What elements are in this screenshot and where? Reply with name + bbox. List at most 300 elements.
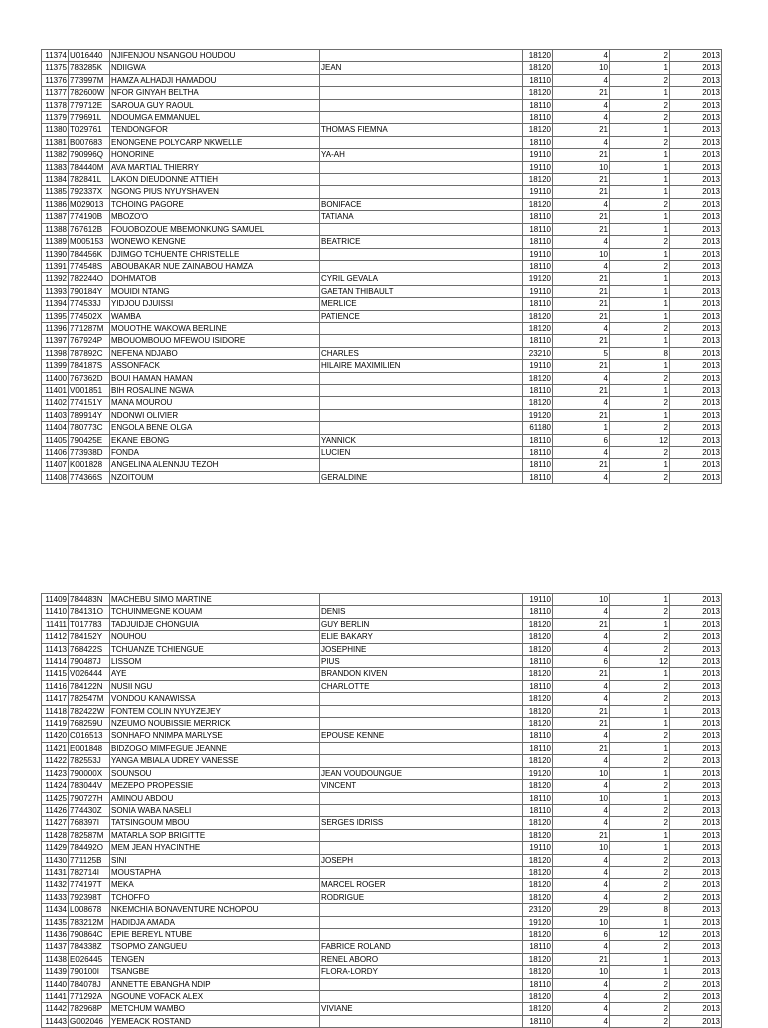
year-cell: 2013: [670, 112, 722, 124]
surname-cell: HONORINE: [110, 149, 320, 161]
matricule-cell: 782547M: [69, 693, 110, 705]
value-a-cell: 4: [553, 879, 610, 891]
value-b-cell: 1: [610, 718, 670, 730]
surname-cell: TSANGBE: [110, 966, 320, 978]
table-row: [42, 718, 722, 730]
given-name-cell: [320, 693, 523, 705]
row-number-cell: 11382: [42, 149, 69, 161]
year-cell: 2013: [670, 668, 722, 680]
matricule-cell: 784492O: [69, 842, 110, 854]
table-row: [42, 928, 722, 940]
table-row: [42, 1003, 722, 1015]
given-name-cell: CHARLOTTE: [320, 680, 523, 692]
table-row: [42, 198, 722, 210]
value-b-cell: 1: [610, 829, 670, 841]
value-b-cell: 2: [610, 817, 670, 829]
given-name-cell: HILAIRE MAXIMILIEN: [320, 360, 523, 372]
year-cell: 2013: [670, 978, 722, 990]
surname-cell: NFOR GINYAH BELTHA: [110, 87, 320, 99]
table-row: [42, 372, 722, 384]
year-cell: 2013: [670, 186, 722, 198]
value-b-cell: 2: [610, 643, 670, 655]
year-cell: 2013: [670, 99, 722, 111]
matricule-cell: 790727H: [69, 792, 110, 804]
table-row: [42, 471, 722, 483]
surname-cell: BIH ROSALINE NGWA: [110, 384, 320, 396]
year-cell: 2013: [670, 62, 722, 74]
matricule-cell: 783212M: [69, 916, 110, 928]
given-name-cell: [320, 161, 523, 173]
matricule-cell: 792398T: [69, 891, 110, 903]
year-cell: 2013: [670, 1015, 722, 1027]
matricule-cell: E026445: [69, 953, 110, 965]
year-cell: 2013: [670, 631, 722, 643]
row-number-cell: 11437: [42, 941, 69, 953]
surname-cell: MACHEBU SIMO MARTINE: [110, 594, 320, 606]
value-b-cell: 1: [610, 335, 670, 347]
matricule-cell: 774190B: [69, 211, 110, 223]
table-row: [42, 236, 722, 248]
row-number-cell: 11389: [42, 236, 69, 248]
table-row: [42, 285, 722, 297]
year-cell: 2013: [670, 422, 722, 434]
given-name-cell: VIVIANE: [320, 1003, 523, 1015]
given-name-cell: [320, 248, 523, 260]
year-cell: 2013: [670, 916, 722, 928]
given-name-cell: [320, 705, 523, 717]
table-row: [42, 298, 722, 310]
value-a-cell: 21: [553, 174, 610, 186]
code-cell: 19120: [523, 916, 553, 928]
table-row: [42, 124, 722, 136]
row-number-cell: 11380: [42, 124, 69, 136]
code-cell: 18120: [523, 643, 553, 655]
year-cell: 2013: [670, 211, 722, 223]
code-cell: 18110: [523, 136, 553, 148]
row-number-cell: 11412: [42, 631, 69, 643]
table-row: [42, 322, 722, 334]
matricule-cell: 784456K: [69, 248, 110, 260]
row-number-cell: 11428: [42, 829, 69, 841]
row-number-cell: 11438: [42, 953, 69, 965]
row-number-cell: 11392: [42, 273, 69, 285]
value-a-cell: 4: [553, 730, 610, 742]
surname-cell: WONEWO KENGNE: [110, 236, 320, 248]
value-a-cell: 4: [553, 397, 610, 409]
row-number-cell: 11395: [42, 310, 69, 322]
surname-cell: MEM JEAN HYACINTHE: [110, 842, 320, 854]
value-b-cell: 2: [610, 198, 670, 210]
given-name-cell: JEAN: [320, 62, 523, 74]
row-number-cell: 11388: [42, 223, 69, 235]
given-name-cell: [320, 322, 523, 334]
value-a-cell: 21: [553, 409, 610, 421]
matricule-cell: E001848: [69, 742, 110, 754]
year-cell: 2013: [670, 904, 722, 916]
code-cell: 18120: [523, 1003, 553, 1015]
value-b-cell: 2: [610, 755, 670, 767]
row-number-cell: 11431: [42, 866, 69, 878]
table-row: [42, 866, 722, 878]
matricule-cell: C016513: [69, 730, 110, 742]
value-a-cell: 4: [553, 447, 610, 459]
given-name-cell: [320, 866, 523, 878]
value-a-cell: 21: [553, 335, 610, 347]
matricule-cell: 784122N: [69, 680, 110, 692]
given-name-cell: [320, 372, 523, 384]
given-name-cell: TATIANA: [320, 211, 523, 223]
surname-cell: SINI: [110, 854, 320, 866]
matricule-cell: B007683: [69, 136, 110, 148]
table-row: [42, 136, 722, 148]
given-name-cell: CYRIL GEVALA: [320, 273, 523, 285]
matricule-cell: 767924P: [69, 335, 110, 347]
matricule-cell: 782587M: [69, 829, 110, 841]
value-b-cell: 1: [610, 273, 670, 285]
value-b-cell: 2: [610, 730, 670, 742]
value-b-cell: 2: [610, 422, 670, 434]
value-a-cell: 21: [553, 742, 610, 754]
code-cell: 19110: [523, 186, 553, 198]
table-row: [42, 668, 722, 680]
surname-cell: NDONWI OLIVIER: [110, 409, 320, 421]
year-cell: 2013: [670, 372, 722, 384]
matricule-cell: 783044V: [69, 780, 110, 792]
given-name-cell: RODRIGUE: [320, 891, 523, 903]
table-row: [42, 347, 722, 359]
year-cell: 2013: [670, 285, 722, 297]
table-row: [42, 149, 722, 161]
matricule-cell: 782244O: [69, 273, 110, 285]
table-row: [42, 705, 722, 717]
matricule-cell: 774366S: [69, 471, 110, 483]
given-name-cell: DENIS: [320, 606, 523, 618]
value-a-cell: 4: [553, 74, 610, 86]
table-row: [42, 904, 722, 916]
value-b-cell: 2: [610, 50, 670, 62]
year-cell: 2013: [670, 223, 722, 235]
table-row: [42, 384, 722, 396]
surname-cell: TADJUIDJE CHONGUIA: [110, 618, 320, 630]
value-b-cell: 2: [610, 879, 670, 891]
value-b-cell: 1: [610, 186, 670, 198]
value-b-cell: 1: [610, 668, 670, 680]
row-number-cell: 11408: [42, 471, 69, 483]
code-cell: 18110: [523, 112, 553, 124]
value-b-cell: 1: [610, 62, 670, 74]
given-name-cell: JOSEPH: [320, 854, 523, 866]
matricule-cell: 790996Q: [69, 149, 110, 161]
table-row: [42, 62, 722, 74]
surname-cell: FOUOBOZOUE MBEMONKUNG SAMUEL: [110, 223, 320, 235]
table-row: [42, 879, 722, 891]
surname-cell: NUSII NGU: [110, 680, 320, 692]
value-a-cell: 10: [553, 594, 610, 606]
year-cell: 2013: [670, 817, 722, 829]
row-number-cell: 11425: [42, 792, 69, 804]
year-cell: 2013: [670, 643, 722, 655]
row-number-cell: 11410: [42, 606, 69, 618]
matricule-cell: 784483N: [69, 594, 110, 606]
value-a-cell: 21: [553, 360, 610, 372]
given-name-cell: THOMAS FIEMNA: [320, 124, 523, 136]
value-a-cell: 4: [553, 804, 610, 816]
row-number-cell: 11401: [42, 384, 69, 396]
row-number-cell: 11402: [42, 397, 69, 409]
year-cell: 2013: [670, 136, 722, 148]
row-number-cell: 11398: [42, 347, 69, 359]
year-cell: 2013: [670, 260, 722, 272]
code-cell: 18110: [523, 335, 553, 347]
code-cell: 18120: [523, 718, 553, 730]
matricule-cell: 784078J: [69, 978, 110, 990]
value-a-cell: 4: [553, 260, 610, 272]
code-cell: 18120: [523, 198, 553, 210]
code-cell: 18110: [523, 384, 553, 396]
row-number-cell: 11386: [42, 198, 69, 210]
surname-cell: MBOUOMBOUO MFEWOU ISIDORE: [110, 335, 320, 347]
row-number-cell: 11417: [42, 693, 69, 705]
matricule-cell: 782600W: [69, 87, 110, 99]
table-row: [42, 397, 722, 409]
given-name-cell: LUCIEN: [320, 447, 523, 459]
row-number-cell: 11442: [42, 1003, 69, 1015]
matricule-cell: T029761: [69, 124, 110, 136]
matricule-cell: 773997M: [69, 74, 110, 86]
surname-cell: NZOITOUM: [110, 471, 320, 483]
value-b-cell: 1: [610, 384, 670, 396]
year-cell: 2013: [670, 360, 722, 372]
row-number-cell: 11393: [42, 285, 69, 297]
value-b-cell: 1: [610, 174, 670, 186]
year-cell: 2013: [670, 384, 722, 396]
code-cell: 18110: [523, 459, 553, 471]
value-b-cell: 1: [610, 87, 670, 99]
year-cell: 2013: [670, 447, 722, 459]
value-a-cell: 21: [553, 223, 610, 235]
given-name-cell: ELIE BAKARY: [320, 631, 523, 643]
year-cell: 2013: [670, 174, 722, 186]
code-cell: 18120: [523, 755, 553, 767]
table-row: [42, 755, 722, 767]
code-cell: 18120: [523, 397, 553, 409]
value-a-cell: 21: [553, 285, 610, 297]
matricule-cell: M029013: [69, 198, 110, 210]
code-cell: 18110: [523, 447, 553, 459]
code-cell: 18110: [523, 680, 553, 692]
table-row: [42, 643, 722, 655]
value-b-cell: 1: [610, 767, 670, 779]
value-a-cell: 5: [553, 347, 610, 359]
table-row: [42, 594, 722, 606]
value-b-cell: 2: [610, 397, 670, 409]
row-number-cell: 11383: [42, 161, 69, 173]
table-row: [42, 211, 722, 223]
row-number-cell: 11381: [42, 136, 69, 148]
row-number-cell: 11420: [42, 730, 69, 742]
value-b-cell: 2: [610, 606, 670, 618]
code-cell: 19110: [523, 248, 553, 260]
given-name-cell: [320, 136, 523, 148]
matricule-cell: 779712E: [69, 99, 110, 111]
matricule-cell: 790000X: [69, 767, 110, 779]
row-number-cell: 11429: [42, 842, 69, 854]
surname-cell: MOUOTHE WAKOWA BERLINE: [110, 322, 320, 334]
given-name-cell: [320, 978, 523, 990]
table-row: [42, 966, 722, 978]
surname-cell: TCHOFFO: [110, 891, 320, 903]
matricule-cell: 773938D: [69, 447, 110, 459]
row-number-cell: 11391: [42, 260, 69, 272]
matricule-cell: V026444: [69, 668, 110, 680]
code-cell: 18110: [523, 730, 553, 742]
given-name-cell: [320, 742, 523, 754]
row-number-cell: 11424: [42, 780, 69, 792]
code-cell: 18120: [523, 62, 553, 74]
code-cell: 18110: [523, 941, 553, 953]
value-a-cell: 4: [553, 112, 610, 124]
surname-cell: BIDZOGO MIMFEGUE JEANNE: [110, 742, 320, 754]
given-name-cell: [320, 50, 523, 62]
value-b-cell: 1: [610, 705, 670, 717]
matricule-cell: 783285K: [69, 62, 110, 74]
value-a-cell: 4: [553, 866, 610, 878]
given-name-cell: [320, 804, 523, 816]
value-b-cell: 1: [610, 409, 670, 421]
surname-cell: MEKA: [110, 879, 320, 891]
code-cell: 19110: [523, 285, 553, 297]
given-name-cell: [320, 174, 523, 186]
given-name-cell: [320, 792, 523, 804]
row-number-cell: 11426: [42, 804, 69, 816]
table-row: [42, 606, 722, 618]
matricule-cell: M005153: [69, 236, 110, 248]
given-name-cell: [320, 384, 523, 396]
value-a-cell: 4: [553, 631, 610, 643]
surname-cell: ABOUBAKAR NUE ZAINABOU HAMZA: [110, 260, 320, 272]
matricule-cell: 774533J: [69, 298, 110, 310]
value-b-cell: 12: [610, 656, 670, 668]
table-row: [42, 730, 722, 742]
surname-cell: FONDA: [110, 447, 320, 459]
row-number-cell: 11397: [42, 335, 69, 347]
surname-cell: YEMEACK ROSTAND: [110, 1015, 320, 1027]
matricule-cell: 790425E: [69, 434, 110, 446]
row-number-cell: 11418: [42, 705, 69, 717]
surname-cell: MATARLA SOP BRIGITTE: [110, 829, 320, 841]
surname-cell: ASSONFACK: [110, 360, 320, 372]
matricule-cell: 782841L: [69, 174, 110, 186]
surname-cell: TATSINGOUM MBOU: [110, 817, 320, 829]
matricule-cell: 774197T: [69, 879, 110, 891]
row-number-cell: 11443: [42, 1015, 69, 1027]
value-b-cell: 2: [610, 112, 670, 124]
value-a-cell: 21: [553, 149, 610, 161]
matricule-cell: 779691L: [69, 112, 110, 124]
code-cell: 19120: [523, 767, 553, 779]
table-row: [42, 99, 722, 111]
code-cell: 18120: [523, 310, 553, 322]
surname-cell: SAROUA GUY RAOUL: [110, 99, 320, 111]
value-b-cell: 1: [610, 742, 670, 754]
value-a-cell: 4: [553, 471, 610, 483]
value-a-cell: 21: [553, 310, 610, 322]
surname-cell: HAMZA ALHADJI HAMADOU: [110, 74, 320, 86]
value-b-cell: 2: [610, 680, 670, 692]
year-cell: 2013: [670, 879, 722, 891]
given-name-cell: [320, 991, 523, 1003]
code-cell: 18110: [523, 978, 553, 990]
row-number-cell: 11411: [42, 618, 69, 630]
table-row: [42, 693, 722, 705]
value-b-cell: 1: [610, 966, 670, 978]
value-b-cell: 1: [610, 792, 670, 804]
value-b-cell: 1: [610, 953, 670, 965]
table-row: [42, 891, 722, 903]
value-a-cell: 6: [553, 928, 610, 940]
given-name-cell: [320, 87, 523, 99]
table-body: [42, 50, 722, 484]
table-row: [42, 742, 722, 754]
value-a-cell: 29: [553, 904, 610, 916]
matricule-cell: K001828: [69, 459, 110, 471]
year-cell: 2013: [670, 842, 722, 854]
row-number-cell: 11403: [42, 409, 69, 421]
value-a-cell: 21: [553, 124, 610, 136]
value-a-cell: 21: [553, 618, 610, 630]
surname-cell: DJIMGO TCHUENTE CHRISTELLE: [110, 248, 320, 260]
value-b-cell: 1: [610, 161, 670, 173]
row-number-cell: 11387: [42, 211, 69, 223]
value-b-cell: 1: [610, 360, 670, 372]
code-cell: 18120: [523, 829, 553, 841]
year-cell: 2013: [670, 594, 722, 606]
given-name-cell: [320, 397, 523, 409]
value-b-cell: 8: [610, 347, 670, 359]
code-cell: 18120: [523, 372, 553, 384]
surname-cell: HADIDJA AMADA: [110, 916, 320, 928]
year-cell: 2013: [670, 792, 722, 804]
table-row: [42, 459, 722, 471]
year-cell: 2013: [670, 124, 722, 136]
year-cell: 2013: [670, 891, 722, 903]
value-a-cell: 10: [553, 767, 610, 779]
matricule-cell: 774151Y: [69, 397, 110, 409]
value-b-cell: 2: [610, 693, 670, 705]
surname-cell: WAMBA: [110, 310, 320, 322]
year-cell: 2013: [670, 991, 722, 1003]
matricule-cell: 784440M: [69, 161, 110, 173]
year-cell: 2013: [670, 434, 722, 446]
row-number-cell: 11399: [42, 360, 69, 372]
code-cell: 18120: [523, 966, 553, 978]
year-cell: 2013: [670, 1003, 722, 1015]
row-number-cell: 11416: [42, 680, 69, 692]
code-cell: 18120: [523, 618, 553, 630]
code-cell: 18120: [523, 879, 553, 891]
given-name-cell: [320, 829, 523, 841]
value-b-cell: 2: [610, 136, 670, 148]
matricule-cell: 767362D: [69, 372, 110, 384]
value-a-cell: 21: [553, 273, 610, 285]
year-cell: 2013: [670, 161, 722, 173]
value-a-cell: 10: [553, 161, 610, 173]
given-name-cell: CHARLES: [320, 347, 523, 359]
year-cell: 2013: [670, 966, 722, 978]
given-name-cell: [320, 1015, 523, 1027]
row-number-cell: 11440: [42, 978, 69, 990]
year-cell: 2013: [670, 804, 722, 816]
